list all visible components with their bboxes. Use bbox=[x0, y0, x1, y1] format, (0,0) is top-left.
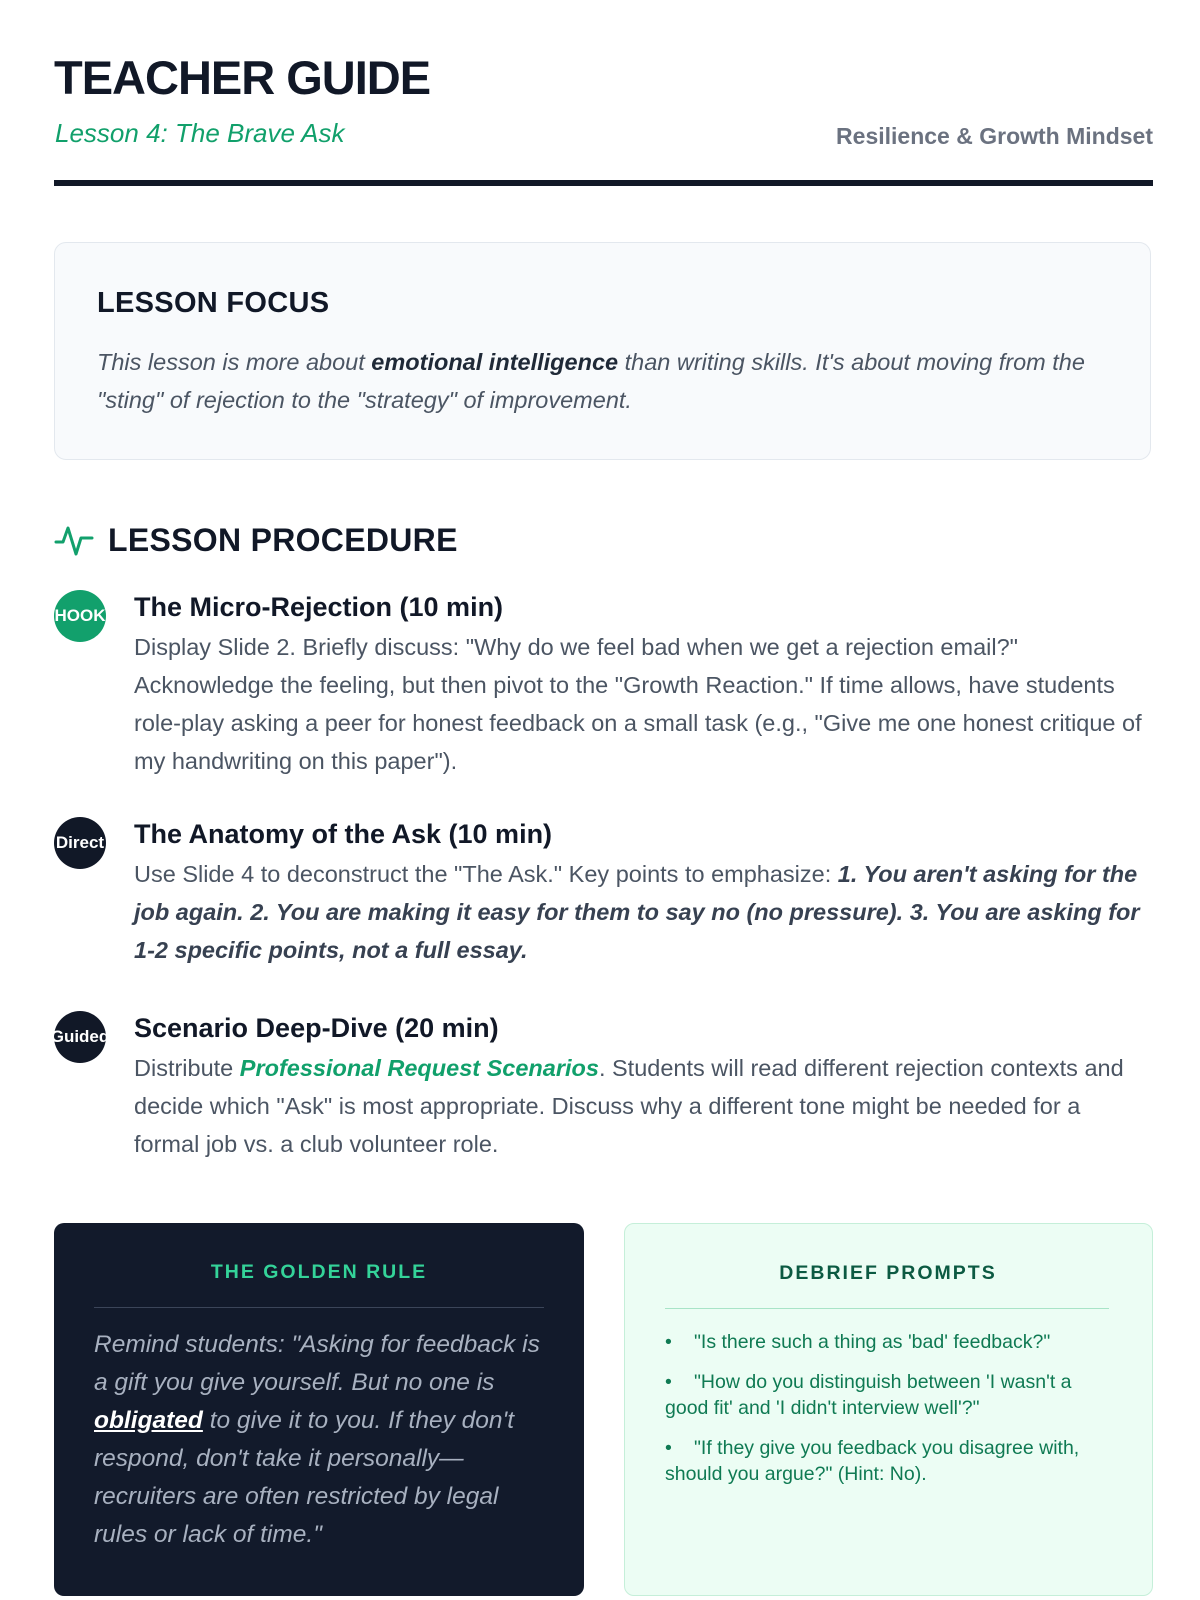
lesson-subtitle: Lesson 4: The Brave Ask bbox=[55, 118, 345, 148]
bullet-icon: • bbox=[665, 1331, 672, 1353]
golden-text-part: to give it to you. If they don't respond, don't take it personally—recruiters are often restricted by legal rules or lack of time." bbox=[94, 1407, 514, 1548]
debrief-prompts-card bbox=[624, 1223, 1153, 1596]
debrief-prompt bbox=[665, 1369, 1111, 1421]
header-divider bbox=[54, 180, 1153, 186]
step-text bbox=[134, 855, 1144, 969]
bullet-icon: • bbox=[665, 1437, 672, 1459]
golden-text-part: Remind students: "Asking for feedback is a gift you give yourself. But no one is bbox=[94, 1331, 540, 1396]
golden-rule-card bbox=[54, 1223, 584, 1596]
step-title: The Micro-Rejection (10 min) bbox=[134, 592, 504, 622]
golden-rule-title: THE GOLDEN RULE bbox=[210, 1261, 428, 1283]
step-title: The Anatomy of the Ask (10 min) bbox=[134, 819, 553, 849]
unit-topic: Resilience & Growth Mindset bbox=[836, 123, 1153, 149]
debrief-prompt bbox=[665, 1329, 1111, 1355]
focus-text-part: This lesson is more about bbox=[97, 349, 372, 375]
debrief-prompt-text: "If they give you feedback you disagree with, should you argue?" (Hint: No). bbox=[665, 1437, 1080, 1485]
step-text: Display Slide 2. Briefly discuss: "Why do we feel bad when we get a rejection email?" Acknowledge the feeling, but then pivot to the "Growth Reaction." If time allows, have students role-play asking a peer for honest feedback on a small task (e.g., "Give me one honest critique of my handwriting on this paper"). bbox=[134, 634, 1142, 774]
bullet-icon: • bbox=[665, 1371, 672, 1393]
step-text-part: Use Slide 4 to deconstruct the "The Ask." Key points to emphasize: bbox=[134, 861, 838, 887]
focus-text-part: than writing skills. It's about moving from the "sting" of rejection to the "strategy" of improvement. bbox=[97, 349, 1085, 413]
step-text-part: Distribute bbox=[134, 1055, 240, 1081]
lesson-focus-card bbox=[54, 242, 1151, 460]
step-key-points: 1. You aren't asking for the job again. 2. You are making it easy for them to say no (no pressure). 3. You are asking for 1-2 specific points, not a full essay. bbox=[134, 861, 1140, 963]
golden-rule-text bbox=[94, 1326, 549, 1554]
debrief-prompt-text: "How do you distinguish between 'I wasn't a good fit' and 'I didn't interview well'?" bbox=[665, 1371, 1072, 1419]
scenario-resource-name: Professional Request Scenarios bbox=[239, 1055, 599, 1081]
step-text-part: . Students will read different rejection contexts and decide which "Ask" is most appropriate. Discuss why a different tone might be needed for a formal job vs. a club volunteer role. bbox=[134, 1055, 1124, 1157]
step-badge: Guided bbox=[54, 1011, 106, 1063]
debrief-list bbox=[665, 1329, 1111, 1501]
step-badge: HOOK bbox=[54, 590, 106, 642]
debrief-prompt-text: "Is there such a thing as 'bad' feedback?" bbox=[694, 1331, 1051, 1353]
step-badge: Direct bbox=[54, 817, 106, 869]
step-text bbox=[134, 1049, 1144, 1163]
debrief-prompt bbox=[665, 1435, 1111, 1487]
debrief-title: DEBRIEF PROMPTS bbox=[779, 1262, 997, 1284]
lesson-focus-title: LESSON FOCUS bbox=[97, 287, 330, 319]
procedure-header bbox=[54, 520, 458, 560]
golden-rule-divider bbox=[94, 1307, 544, 1308]
debrief-divider bbox=[665, 1308, 1109, 1309]
pulse-icon bbox=[54, 520, 94, 560]
golden-text-emphasis: obligated bbox=[94, 1407, 203, 1434]
focus-text-bold: emotional intelligence bbox=[371, 349, 619, 375]
procedure-title: LESSON PROCEDURE bbox=[108, 521, 458, 558]
page-title: TEACHER GUIDE bbox=[54, 51, 431, 104]
lesson-focus-text bbox=[97, 343, 1107, 419]
step-title: Scenario Deep-Dive (20 min) bbox=[134, 1013, 499, 1043]
